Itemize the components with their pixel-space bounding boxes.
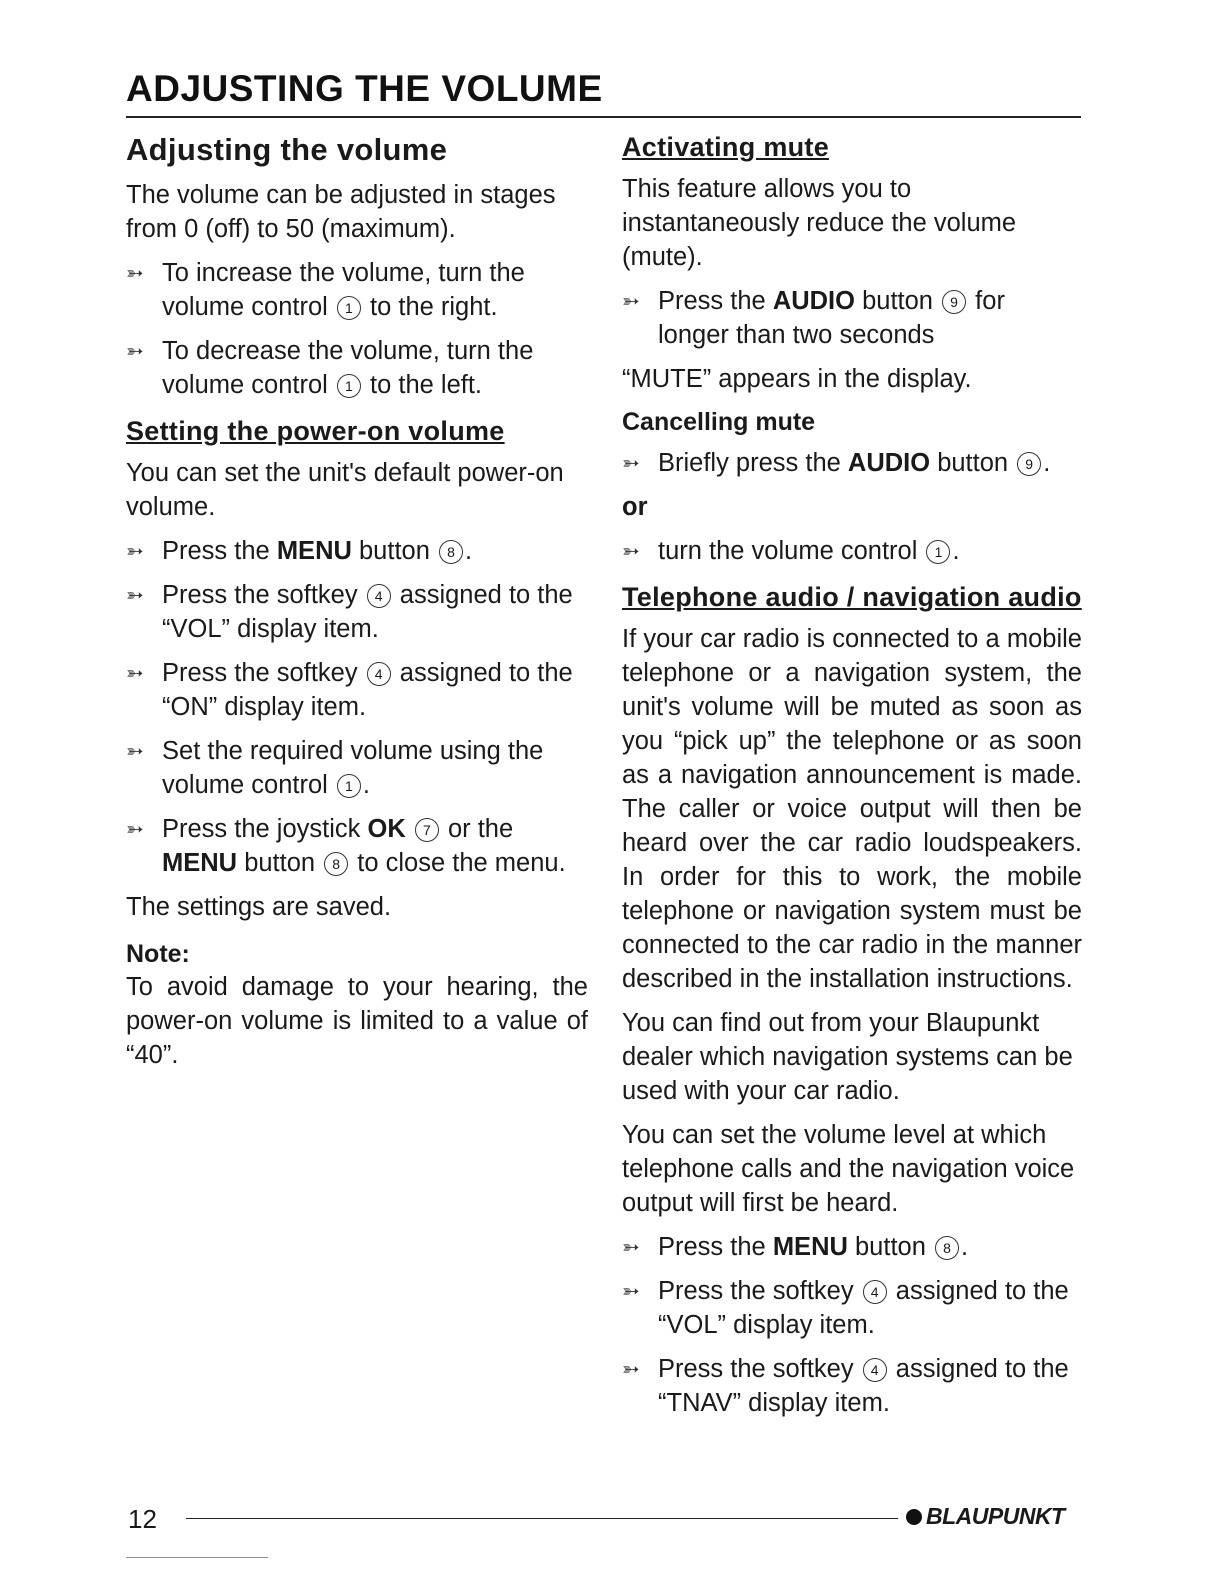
step-text: Press the softkey — [658, 1277, 854, 1305]
subsection-heading-telephone-navigation: Telephone audio / navigation audio — [622, 582, 1082, 612]
step-text: to the left. — [370, 371, 483, 399]
step-turn-volume-control — [622, 534, 1082, 568]
circled-number-icon: 4 — [367, 584, 391, 608]
arrow-icon: ➳ — [126, 662, 144, 685]
subsection-heading-power-on-volume: Setting the power-on volume — [126, 416, 505, 446]
step-text: Press the joystick — [162, 815, 361, 843]
step-text: . — [961, 1233, 969, 1261]
right-column — [622, 128, 1082, 1430]
arrow-icon: ➳ — [622, 540, 640, 563]
step-text: Press the — [658, 1233, 766, 1261]
circled-number-icon: 1 — [926, 540, 950, 564]
arrow-icon: ➳ — [622, 1236, 640, 1259]
step-text: turn the volume control — [658, 537, 918, 565]
step-text: . — [362, 771, 371, 799]
circled-number-icon: 8 — [439, 540, 463, 564]
step-text: To decrease the volume, turn the volume control — [162, 337, 534, 399]
page-title: ADJUSTING THE VOLUME — [126, 68, 603, 109]
title-divider — [126, 116, 1081, 118]
circled-number-icon: 1 — [337, 296, 361, 320]
subsection-heading-activating-mute: Activating mute — [622, 132, 830, 162]
telephone-paragraph-3: You can set the volume level at which telephone calls and the navigation voice output will first be heard. — [622, 1121, 1075, 1217]
circled-number-icon: 7 — [415, 818, 439, 842]
step-softkey-tnav — [622, 1352, 1082, 1420]
step-text: assigned to the “TNAV” display item. — [658, 1355, 1069, 1417]
step-brief-press-audio — [622, 446, 1082, 480]
step-text: . — [465, 537, 473, 565]
arrow-icon: ➳ — [622, 452, 640, 475]
arrow-icon: ➳ — [126, 540, 144, 563]
circled-number-icon: 1 — [337, 374, 361, 398]
note-label: Note: — [126, 940, 190, 968]
left-column — [126, 130, 588, 1082]
step-keyword: MENU — [772, 1233, 848, 1261]
footer-divider — [186, 1518, 898, 1519]
mute-steps-list — [622, 284, 1082, 352]
arrow-icon: ➳ — [622, 1280, 640, 1303]
section-heading-adjusting-volume: Adjusting the volume — [126, 132, 448, 167]
telephone-paragraph-1: If your car radio is connected to a mobile telephone or a navigation system, the unit's volume will be muted as soon as you “pick up” the telephone or as soon as a navigation announcement is made. The caller or voice output will then be heard over the car radio loudspeakers. In order for this to work, the mobile telephone or navigation system must be connected to the car radio in the manner described in the installation instructions. — [622, 625, 1082, 993]
volume-steps-list — [126, 256, 588, 402]
step-text: assigned to the “VOL” display item. — [162, 581, 573, 643]
arrow-icon: ➳ — [126, 262, 144, 285]
cancel-steps-list — [622, 446, 1082, 480]
step-text: To increase the volume, turn the volume control — [162, 259, 525, 321]
step-keyword: OK — [367, 815, 406, 843]
cancel-steps-list-alt — [622, 534, 1082, 568]
step-keyword: MENU — [162, 849, 238, 877]
step-text: Press the — [658, 287, 766, 315]
step-text: button — [244, 849, 316, 877]
step-text: Press the softkey — [162, 581, 358, 609]
telephone-steps-list — [622, 1230, 1082, 1420]
step-text: Set the required volume using the volume control — [162, 737, 544, 799]
arrow-icon: ➳ — [126, 340, 144, 363]
circled-number-icon: 1 — [337, 774, 361, 798]
or-separator: or — [622, 493, 648, 521]
step-text: Press the — [162, 537, 270, 565]
power-on-steps-list — [126, 534, 588, 880]
step-keyword: AUDIO — [772, 287, 855, 315]
step-text: assigned to the “ON” display item. — [162, 659, 573, 721]
step-text: to the right. — [370, 293, 498, 321]
arrow-icon: ➳ — [622, 290, 640, 313]
step-press-menu — [126, 534, 588, 568]
step-press-audio-long — [622, 284, 1082, 352]
brand-dot-icon — [906, 1509, 922, 1525]
step-softkey-on — [126, 656, 588, 724]
circled-number-icon: 9 — [1017, 452, 1041, 476]
mute-intro: This feature allows you to instantaneously reduce the volume (mute). — [622, 175, 1017, 271]
step-keyword: AUDIO — [847, 449, 931, 477]
arrow-icon: ➳ — [622, 1358, 640, 1381]
step-text: Press the softkey — [658, 1355, 854, 1383]
note-text: To avoid damage to your hearing, the power-on volume is limited to a value of “40”. — [126, 973, 588, 1069]
circled-number-icon: 8 — [935, 1236, 959, 1260]
circled-number-icon: 4 — [863, 1358, 887, 1382]
circled-number-icon: 4 — [863, 1280, 887, 1304]
subsection-heading-cancelling-mute: Cancelling mute — [622, 408, 816, 436]
scan-artifact-line — [126, 1557, 268, 1558]
step-text: Briefly press the — [658, 449, 841, 477]
brand-logo — [906, 1503, 1065, 1530]
arrow-icon: ➳ — [126, 584, 144, 607]
step-keyword: MENU — [276, 537, 352, 565]
step-increase-volume — [126, 256, 588, 324]
step-text: . — [1043, 449, 1051, 477]
step-text: or the — [447, 815, 514, 843]
step-text: Press the softkey — [162, 659, 358, 687]
step-text: assigned to the “VOL” display item. — [658, 1277, 1069, 1339]
arrow-icon: ➳ — [126, 818, 144, 841]
power-on-intro: You can set the unit's default power-on volume. — [126, 459, 564, 521]
circled-number-icon: 4 — [367, 662, 391, 686]
step-close-menu — [126, 812, 588, 880]
settings-saved-text: The settings are saved. — [126, 893, 392, 921]
step-text: button — [937, 449, 1009, 477]
circled-number-icon: 8 — [324, 852, 348, 876]
step-softkey-vol — [622, 1274, 1082, 1342]
step-softkey-vol — [126, 578, 588, 646]
circled-number-icon: 9 — [942, 290, 966, 314]
step-text: button — [862, 287, 933, 315]
step-press-menu — [622, 1230, 1082, 1264]
brand-name: BLAUPUNKT — [926, 1503, 1065, 1529]
step-text: . — [952, 537, 960, 565]
mute-result-text: “MUTE” appears in the display. — [622, 365, 972, 393]
step-text: to close the menu. — [357, 849, 566, 877]
page-number: 12 — [128, 1504, 157, 1534]
step-text: button — [359, 537, 430, 565]
step-text: for longer than two seconds — [658, 287, 1005, 349]
arrow-icon: ➳ — [126, 740, 144, 763]
intro-paragraph: The volume can be adjusted in stages from 0 (off) to 50 (maximum). — [126, 181, 556, 243]
step-decrease-volume — [126, 334, 588, 402]
step-text: button — [855, 1233, 926, 1261]
telephone-paragraph-2: You can find out from your Blaupunkt dealer which navigation systems can be used with your car radio. — [622, 1009, 1073, 1105]
step-set-volume — [126, 734, 588, 802]
